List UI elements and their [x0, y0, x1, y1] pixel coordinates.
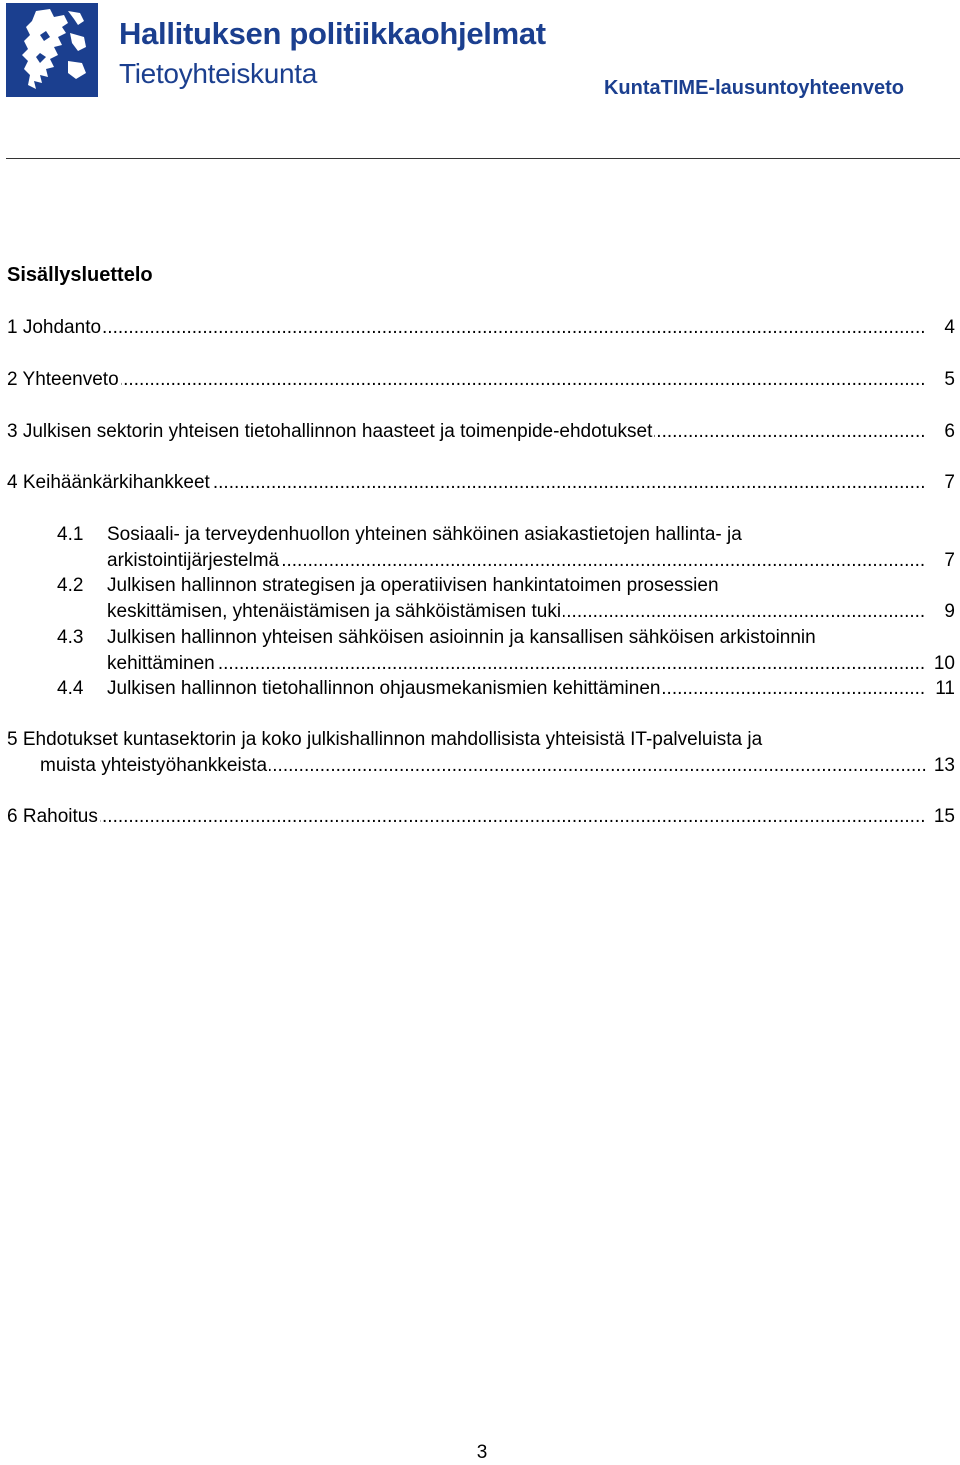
toc-page-number: 10: [932, 651, 955, 677]
toc-page-number: 15: [932, 804, 955, 830]
toc-leader-dots: [107, 651, 927, 677]
document-title: KuntaTIME-lausuntoyhteenveto: [603, 77, 904, 99]
toc-entry-label: 2 Yhteenveto: [7, 367, 121, 393]
toc-entry-label-line2: arkistointijärjestelmä: [107, 548, 281, 574]
toc-entry-number: 4.4: [57, 678, 84, 699]
toc-entry-label: Julkisen hallinnon tietohallinnon ohjausmekanismien kehittäminen: [107, 676, 662, 702]
toc-page-number: 13: [932, 753, 955, 779]
page-number: 3: [476, 1442, 488, 1463]
toc-page-number: 7: [942, 470, 955, 496]
toc-page-number: 6: [942, 419, 955, 445]
toc-entry-number: 4.2: [57, 575, 84, 596]
toc-entry-label: 1 Johdanto: [7, 315, 103, 341]
toc-page-number: 5: [942, 367, 955, 393]
toc-entry-label-line2: muista yhteistyöhankkeista: [40, 753, 269, 779]
toc-entry-number: 4.3: [57, 627, 84, 648]
toc-page-number: 7: [942, 548, 955, 574]
toc-entry-number: 4.1: [57, 524, 84, 545]
org-name-line2: Tietoyhteiskunta: [119, 58, 318, 89]
toc-page-number: 11: [933, 676, 955, 702]
toc-entry-label: 3 Julkisen sektorin yhteisen tietohallinnon haasteet ja toimenpide-ehdotukset: [7, 419, 654, 445]
org-name-line1: Hallituksen politiikkaohjelmat: [119, 16, 546, 51]
toc-entry-label-line2: kehittäminen: [107, 651, 217, 677]
toc-entry-label-line1: Sosiaali- ja terveydenhuollon yhteinen sähköinen asiakastietojen hallinta- ja: [107, 522, 744, 548]
toc-entry-label-line2: keskittämisen, yhtenäistämisen ja sähköistämisen tuki: [107, 599, 563, 625]
toc-entry-label-line1: 5 Ehdotukset kuntasektorin ja koko julkishallinnon mahdollisista yhteisistä IT-palveluista ja: [7, 727, 764, 753]
toc-page-number: 4: [942, 315, 955, 341]
toc-entry-label: 6 Rahoitus: [7, 804, 100, 830]
header-divider: [6, 158, 960, 159]
toc-heading: Sisällysluettelo: [7, 264, 153, 286]
toc-entry-label: 4 Keihäänkärkihankkeet: [7, 470, 212, 496]
toc-leader-dots: [7, 804, 927, 830]
toc-page-number: 9: [942, 599, 955, 625]
toc-leader-dots: [7, 315, 927, 341]
page-header: [0, 0, 960, 160]
government-logo-icon: [6, 3, 98, 97]
toc-entry-label-line1: Julkisen hallinnon yhteisen sähköisen asioinnin ja kansallisen sähköisen arkistoinnin: [107, 625, 818, 651]
toc-leader-dots: [7, 367, 927, 393]
toc-entry-label-line1: Julkisen hallinnon strategisen ja operatiivisen hankintatoimen prosessien: [107, 573, 721, 599]
